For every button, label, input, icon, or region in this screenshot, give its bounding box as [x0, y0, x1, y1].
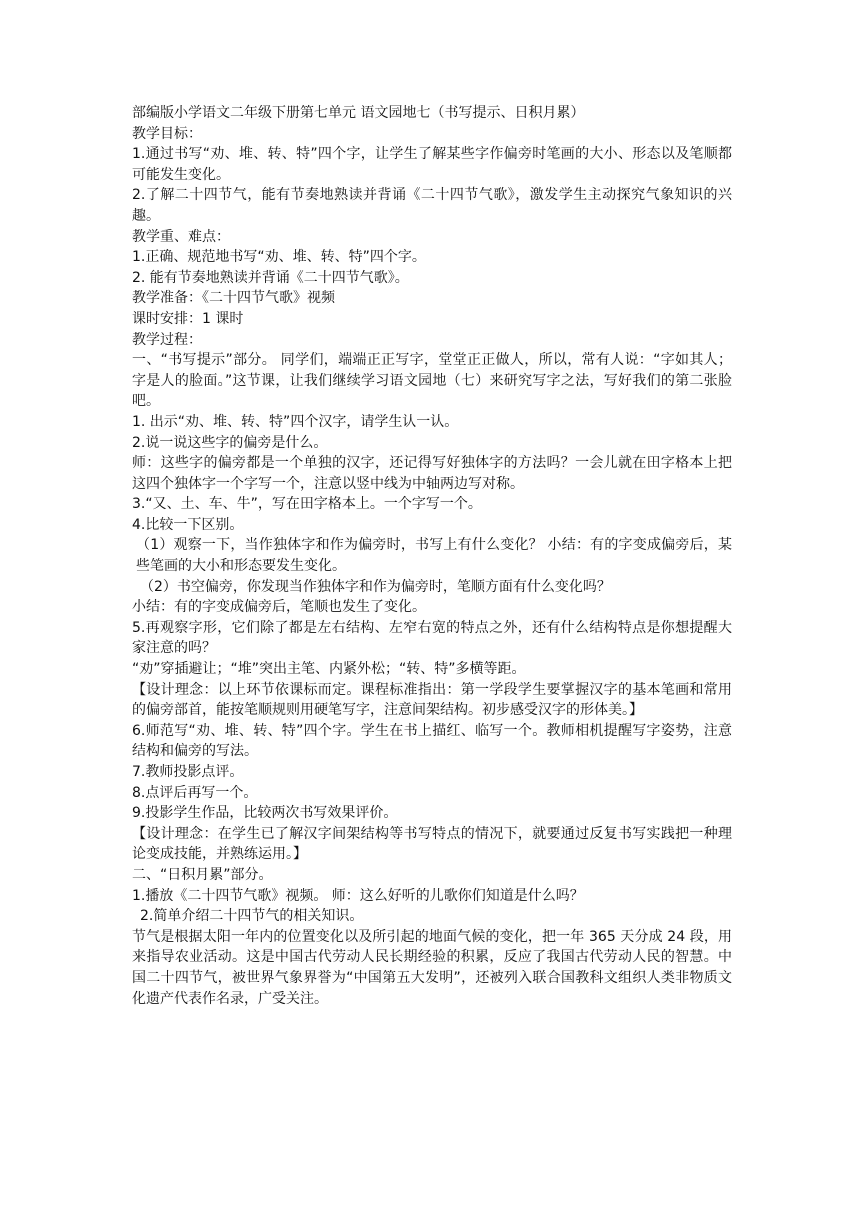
key-point-1: 1.正确、规范地书写“劝、堆、转、特”四个字。 — [132, 249, 426, 266]
section-1-intro: 一、“书写提示”部分。 同学们，端端正正写字，堂堂正正做人，所以，常有人说：“字如其人；字是人的脸面。”这节课，让我们继续学习语文园地（七）来研究写字之法，写好我们的第二张脸吧。 — [132, 352, 732, 410]
step-8: 8.点评后再写一个。 — [132, 784, 258, 801]
teaching-preparation: 教学准备：《二十四节气歌》视频 — [132, 290, 335, 307]
step-7: 7.教师投影点评。 — [132, 764, 244, 780]
step-2: 2.说一说这些字的偏旁是什么。 — [132, 434, 328, 451]
step-9: 9.投影学生作品，比较两次书写效果评价。 — [132, 805, 398, 822]
key-point-2: 2. 能有节奏地熟读并背诵《二十四节气歌》。 — [132, 269, 409, 286]
heading-teaching-goals: 教学目标： — [132, 125, 202, 142]
step-4-summary: 小结：有的字变成偏旁后，笔顺也发生了变化。 — [132, 599, 426, 616]
heading-key-points: 教学重、难点： — [132, 228, 230, 245]
step-4-sub-1: （1）观察一下，当作独体字和作为偏旁时，书写上有什么变化？ 小结：有的字变成偏旁后，某些笔画的大小和形态要发生变化。 — [136, 537, 732, 575]
heading-teaching-process: 教学过程： — [132, 331, 202, 348]
step-4-sub-2: （2）书空偏旁，你发现当作独体字和作为偏旁时，笔顺方面有什么变化吗？ — [140, 578, 611, 595]
step-1: 1. 出示“劝、堆、转、特”四个汉字，请学生认一认。 — [132, 413, 459, 430]
section-2-step-1: 1.播放《二十四节气歌》视频。 师：这么好听的儿歌你们知道是什么吗？ — [132, 887, 584, 904]
section-2-heading: 二、“日积月累”部分。 — [132, 866, 273, 883]
design-concept-2: 【设计理念：在学生已了解汉字间架结构等书写特点的情况下，就要通过反复书写实践把一种理论变成技能，并熟练运用。】 — [132, 825, 732, 863]
solar-terms-intro: 节气是根据太阳一年内的位置变化以及所引起的地面气候的变化，把一年 365 天分成 24 段，用来指导农业活动。这是中国古代劳动人民长期经验的积累，反应了我国古代劳动人民的智慧。中国二十四节气，被世界气象界誉为“中国第五大发明”，还被列入联合国教科文组织人类非物质文化遗产代表作名录，广受关注。 — [132, 928, 732, 1007]
teacher-remark: 师：这些字的偏旁都是一个单独的汉字，还记得写好独体字的方法吗？一会儿就在田字格本上把这四个独体字一个字写一个，注意以竖中线为中轴两边写对称。 — [132, 455, 732, 492]
section-2-step-2: 2.简单介绍二十四节气的相关知识。 — [140, 908, 364, 925]
goal-1: 1.通过书写“劝、堆、转、特”四个字，让学生了解某些字作偏旁时笔画的大小、形态以及笔顺都可能发生变化。 — [132, 146, 732, 183]
step-3: 3.“又、土、车、牛”，写在田字格本上。一个字写一个。 — [132, 496, 482, 513]
class-schedule: 课时安排：1 课时 — [132, 310, 244, 327]
structure-notes: “劝”穿插避让；“堆”突出主笔、内紧外松；“转、特”多横等距。 — [132, 661, 526, 678]
step-6: 6.师范写“劝、堆、转、特”四个字。学生在书上描红、临写一个。教师相机提醒写字姿势，注意结构和偏旁的写法。 — [132, 722, 732, 760]
document-title: 部编版小学语文二年级下册第七单元 语文园地七（书写提示、日积月累） — [132, 105, 585, 121]
goal-2: 2.了解二十四节气，能有节奏地熟读并背诵《二十四节气歌》，激发学生主动探究气象知识的兴趣。 — [132, 187, 732, 224]
design-concept-1: 【设计理念：以上环节依课标而定。课程标准指出：第一学段学生要掌握汉字的基本笔画和常用的偏旁部首，能按笔顺规则用硬笔写字，注意间架结构。初步感受汉字的形体美。】 — [132, 681, 732, 719]
step-4: 4.比较一下区别。 — [132, 516, 244, 533]
step-5: 5.再观察字形，它们除了都是左右结构、左窄右宽的特点之外，还有什么结构特点是你想提醒大家注意的吗？ — [132, 619, 732, 657]
document-page — [132, 103, 732, 1009]
